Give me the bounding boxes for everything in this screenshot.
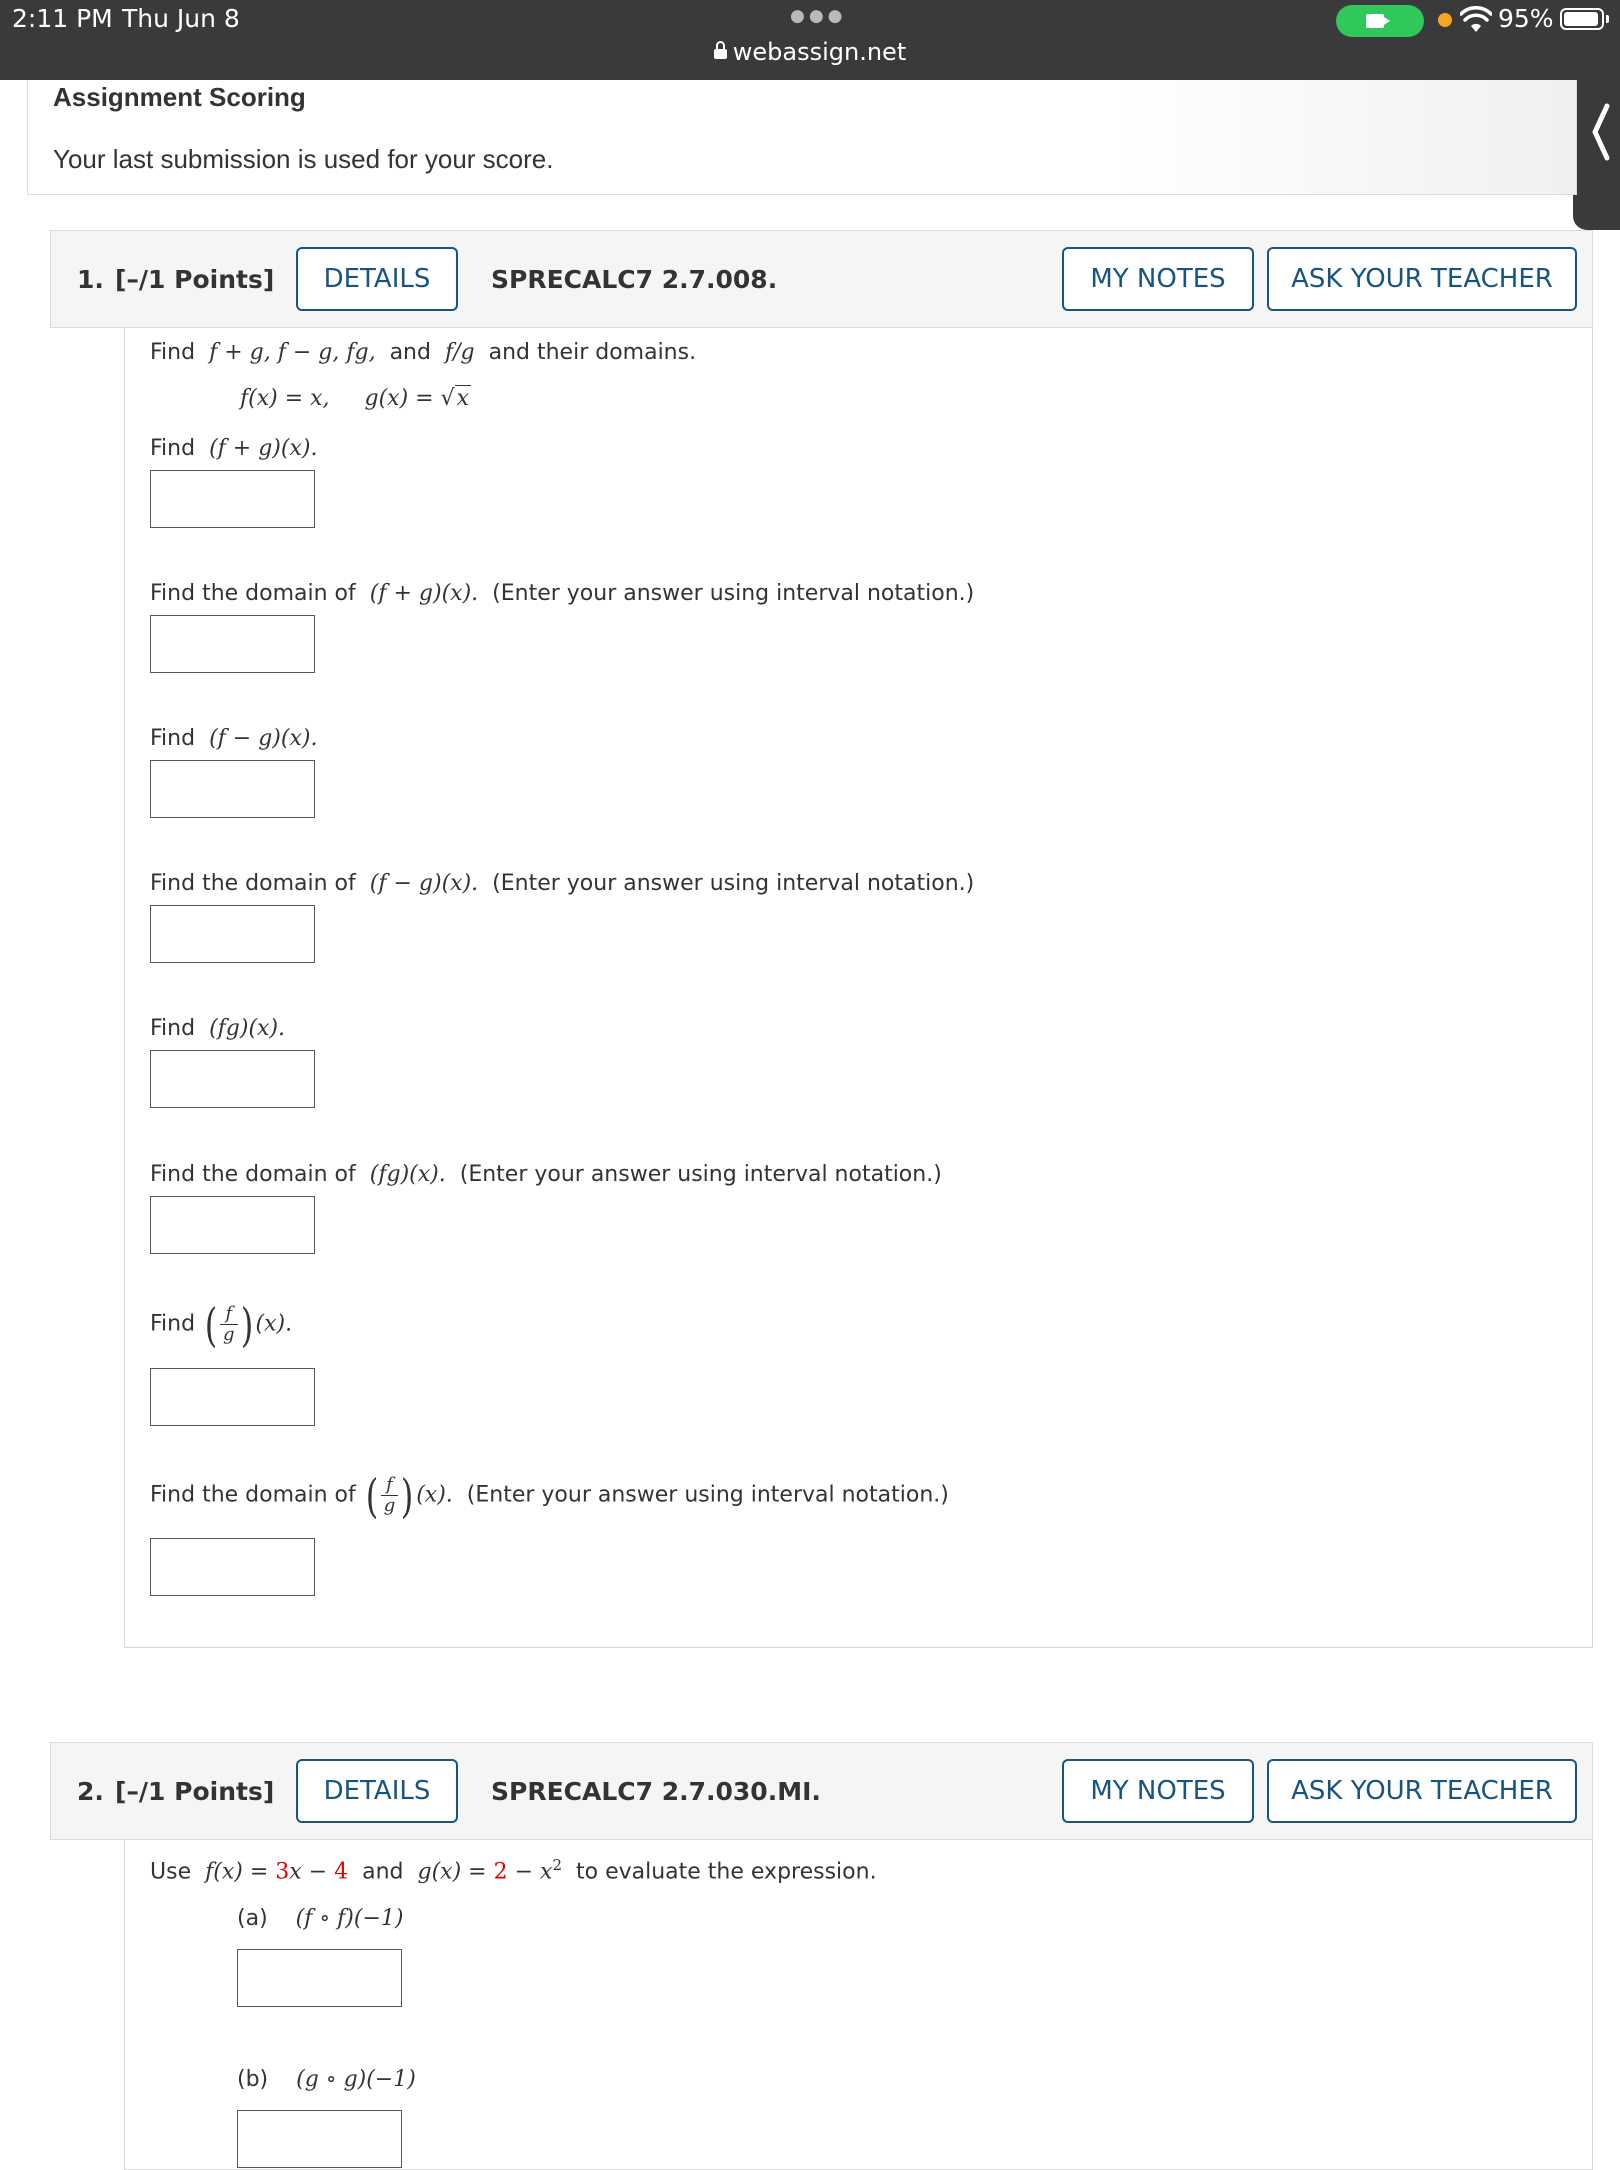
part-label: Find (f + g)(x). (150, 436, 318, 461)
battery-icon (1560, 8, 1604, 30)
part-a-label: (a) (f ∘ f)(−1) (237, 1906, 404, 1931)
part-b-label: (b) (g ∘ g)(−1) (237, 2067, 416, 2092)
square-root-icon: √x (440, 386, 470, 411)
part-label: Find (f − g)(x). (150, 726, 318, 751)
question-points: [–/1 Points] (115, 265, 275, 294)
answer-input-part-a[interactable] (237, 1949, 402, 2007)
question-number: 1. (77, 265, 104, 294)
part-label: Find the domain of (fg)(x). (Enter your answer using interval notation.) (150, 1162, 942, 1187)
details-button[interactable]: DETAILS (296, 1759, 458, 1823)
ask-your-teacher-button[interactable]: ASK YOUR TEACHER (1267, 1759, 1577, 1823)
url-text: webassign.net (732, 38, 907, 66)
answer-input-part-b[interactable] (237, 2110, 402, 2168)
camera-indicator-icon (1336, 5, 1424, 37)
address-bar[interactable] (0, 38, 1620, 66)
status-date: Thu Jun 8 (122, 4, 240, 33)
question-code: SPRECALC7 2.7.030.MI. (491, 1777, 821, 1806)
question-prompt: Use f(x) = 3x − 4 and $g(x) = 2 - x^2$ to evaluate the expression. (150, 1856, 877, 1885)
question-points: [–/1 Points] (115, 1777, 275, 1806)
side-panel-handle[interactable] (1573, 40, 1620, 230)
microphone-indicator-icon (1438, 13, 1452, 27)
more-dots-icon[interactable]: ●●● (790, 6, 847, 26)
wifi-icon (1460, 6, 1492, 34)
question-1-header (50, 230, 1593, 328)
answer-input[interactable] (150, 615, 315, 673)
chevron-left-icon (1589, 102, 1613, 162)
part-label: Find (fg)(x). (150, 1016, 286, 1041)
answer-input[interactable] (150, 1050, 315, 1108)
answer-input[interactable] (150, 1196, 315, 1254)
scoring-title: Assignment Scoring (53, 82, 306, 112)
answer-input[interactable] (150, 470, 315, 528)
question-number: 2. (77, 1777, 104, 1806)
lock-icon (714, 49, 727, 59)
browser-top-bar (0, 0, 1620, 80)
ask-your-teacher-button[interactable]: ASK YOUR TEACHER (1267, 247, 1577, 311)
my-notes-button[interactable]: MY NOTES (1062, 247, 1254, 311)
question-1-body (124, 328, 1593, 1648)
part-label: Find ( $\frac{f}{g}$ ) (x). (150, 1297, 293, 1352)
part-label: Find the domain of (f − g)(x). (Enter your answer using interval notation.) (150, 871, 975, 896)
question-2-header (50, 1742, 1593, 1840)
answer-input[interactable] (150, 1538, 315, 1596)
details-button[interactable]: DETAILS (296, 247, 458, 311)
answer-input[interactable] (150, 1368, 315, 1426)
assignment-scoring-panel (27, 80, 1577, 195)
scoring-text: Your last submission is used for your score. (53, 144, 554, 174)
status-time: 2:11 PM (12, 4, 113, 33)
question-prompt: Find f + g, f − g, fg, and f/g and their domains. (150, 340, 697, 365)
battery-percent: 95% (1498, 4, 1554, 33)
part-label: Find the domain of ( $\frac{f}{g}$ ) (x). (Enter your answer using interval notation.) (150, 1468, 949, 1523)
answer-input[interactable] (150, 905, 315, 963)
part-label: Find the domain of (f + g)(x). (Enter your answer using interval notation.) (150, 581, 975, 606)
my-notes-button[interactable]: MY NOTES (1062, 1759, 1254, 1823)
given-functions: f(x) = x, g(x) = √x (240, 386, 470, 411)
question-code: SPRECALC7 2.7.008. (491, 265, 778, 294)
answer-input[interactable] (150, 760, 315, 818)
question-2-body (124, 1840, 1593, 2170)
